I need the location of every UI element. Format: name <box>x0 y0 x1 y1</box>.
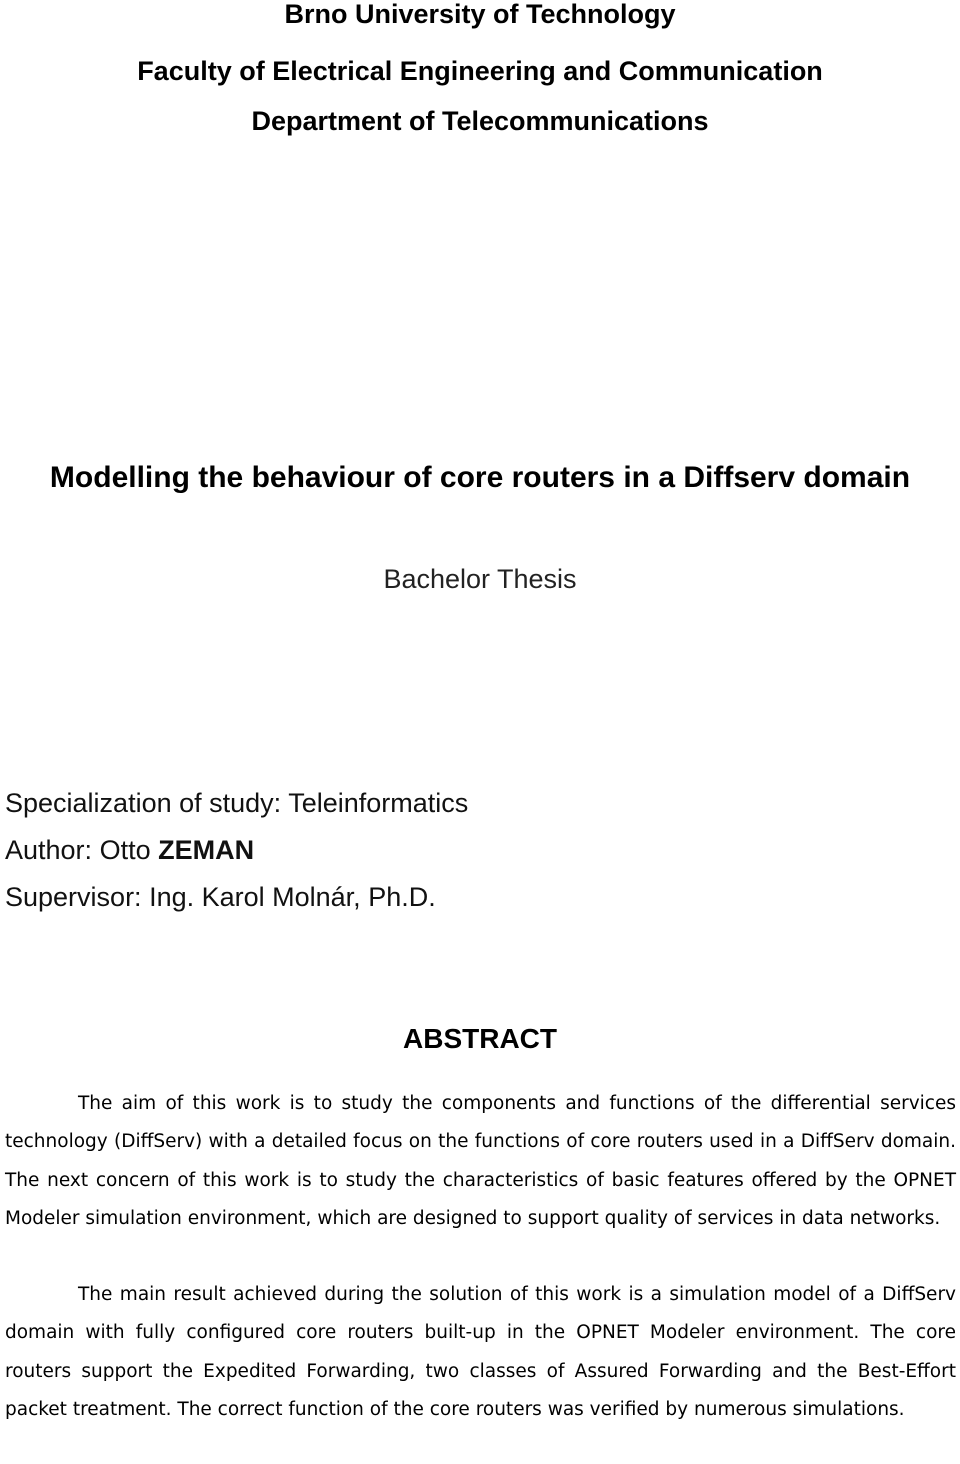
author-label: Author: <box>5 835 93 865</box>
abstract-paragraph-1: The aim of this work is to study the components and functions of the differential services technology (DiffServ) with a detailed focus on the functions of core routers used in a DiffServ domain. The next concern of this work is to study the characteristics of basic features offered by the OPNET Modeler simulation environment, which are designed to support quality of services in data networks. <box>5 1093 956 1229</box>
author-first-name: Otto <box>99 835 151 865</box>
author-last-name: ZEMAN <box>158 835 255 865</box>
university-name: Brno University of Technology <box>284 0 676 29</box>
author-line <box>5 833 254 867</box>
department-name: Department of Telecommunications <box>251 106 709 136</box>
specialization-value: Teleinformatics <box>288 788 469 818</box>
faculty-name: Faculty of Electrical Engineering and Communication <box>137 56 823 86</box>
supervisor-value: Ing. Karol Molnár, Ph.D. <box>149 882 436 912</box>
thesis-title: Modelling the behaviour of core routers in a Diffserv domain <box>49 461 911 494</box>
supervisor-label: Supervisor: <box>5 882 142 912</box>
abstract-heading: ABSTRACT <box>403 1023 557 1054</box>
abstract-paragraph-2: The main result achieved during the solution of this work is a simulation model of a DiffServ domain with fully configured core routers built-up in the OPNET Modeler environment. The core routers support the Expedited Forwarding, two classes of Assured Forwarding and the Best-Effort packet treatment. The correct function of the core routers was verified by numerous simulations. <box>5 1284 956 1420</box>
supervisor-line <box>5 880 436 914</box>
specialization-label: Specialization of study: <box>5 788 282 818</box>
specialization-line <box>5 786 468 820</box>
thesis-type: Bachelor Thesis <box>383 564 577 594</box>
